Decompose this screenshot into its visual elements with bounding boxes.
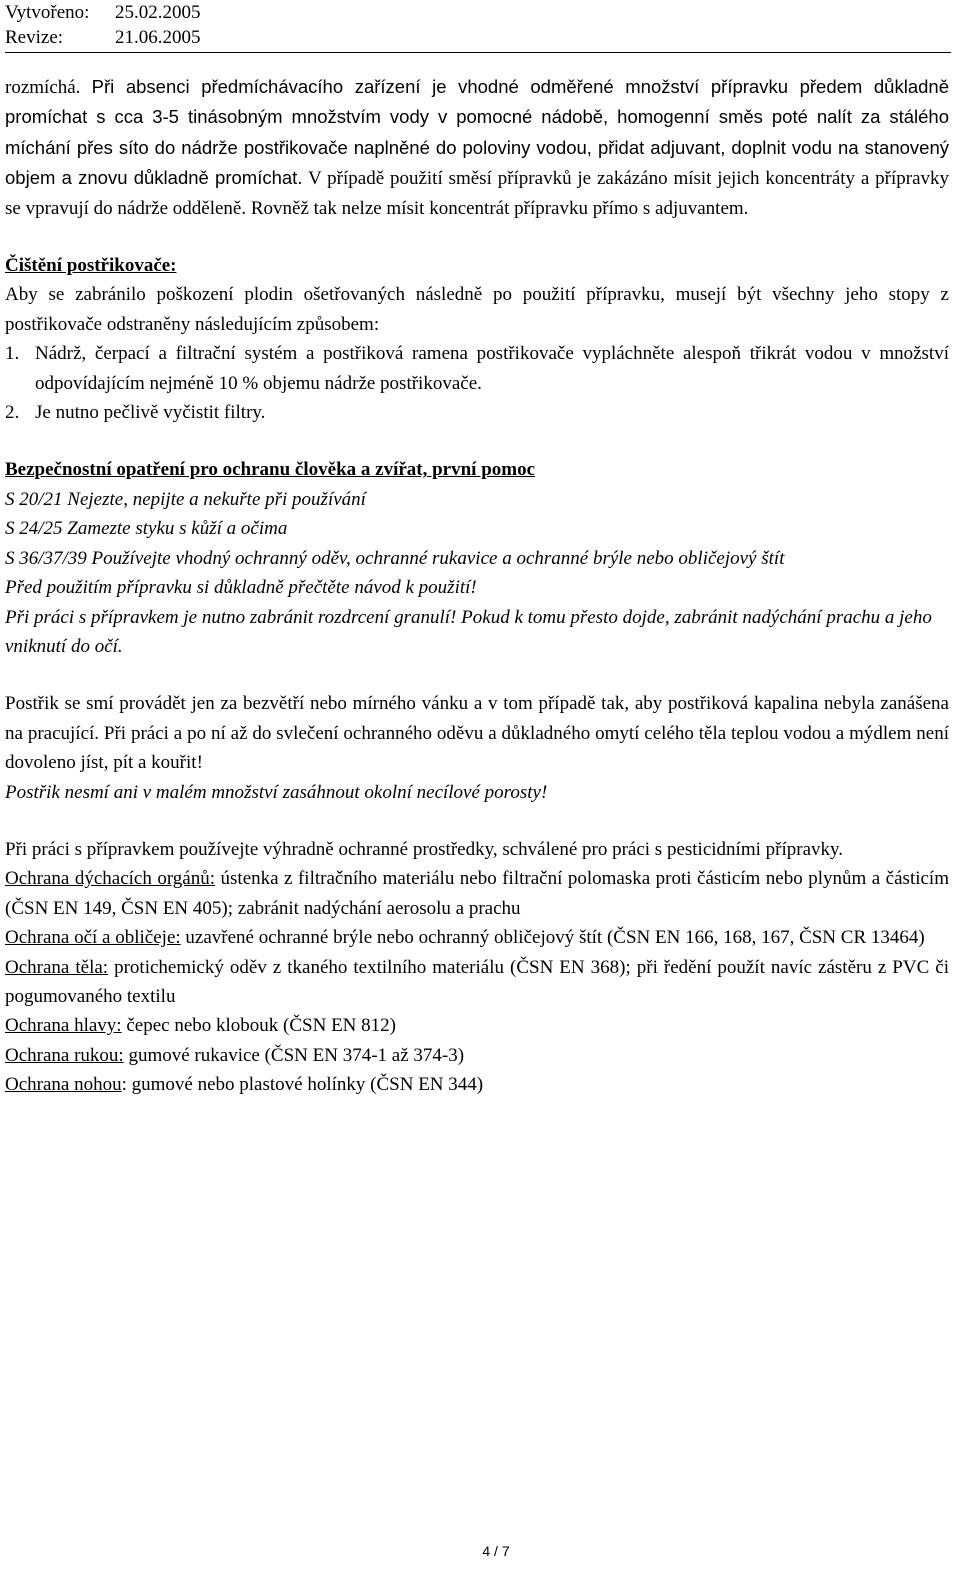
protection-item — [5, 864, 949, 923]
protection-item — [5, 1011, 949, 1040]
list-text: Je nutno pečlivě vyčistit filtry. — [35, 402, 266, 424]
list-number: 1. — [5, 343, 20, 365]
list-number: 2. — [5, 402, 20, 424]
protection-text: : gumové nebo plastové holínky (ČSN EN 344) — [121, 1074, 484, 1096]
protection-item — [5, 1041, 949, 1070]
protection-label: Ochrana těla: — [5, 956, 109, 978]
protection-label: Ochrana očí a obličeje: — [5, 927, 181, 949]
safety-s2-text: S 24/25 Zamezte styku s kůží a očima — [5, 518, 288, 540]
spacer — [5, 427, 949, 455]
protection-text: ústenka z filtračního materiálu nebo filtrační polomaska proti částicím nebo plynům a částicím (ČSN EN 149, ČSN EN 405); zabránit nadýchání aerosolu a prachu — [5, 868, 949, 919]
created-date: 25.02.2005 — [115, 2, 201, 23]
spraying-paragraph: Postřik se smí provádět jen za bezvětří nebo mírného vánku a v tom případě tak, aby postřiková kapalina nebyla zanášena na pracující. Při práci a po ní až do svlečení ochranného oděvu a důkladného omytí celého těla teplou vodou a mýdlem není dovoleno jíst, pít a kouřit! — [5, 693, 949, 774]
mixing-text-end: V případě použití směsí přípravků je zakázáno mísit jejich koncentráty a přípravky se vpravují do nádrže odděleně. Rovněž tak nelze mísit koncentrát přípravku přímo s adjuvantem. — [5, 168, 950, 219]
protection-item — [5, 953, 949, 1012]
protection-label: Ochrana dýchacích orgánů: — [5, 868, 216, 890]
safety-s1-text: S 20/21 Nejezte, nepijte a nekuřte při používání — [5, 488, 366, 510]
revision-row — [5, 25, 201, 50]
safety-s1 — [5, 485, 949, 514]
document-meta — [5, 0, 201, 50]
safety-s2 — [5, 514, 949, 543]
header-divider — [5, 52, 951, 53]
protection-text: uzavřené ochranné brýle nebo ochranný obličejový štít (ČSN EN 166, 168, 167, ČSN CR 13464) — [180, 927, 925, 949]
mixing-text-sans: Při absenci předmíchávacího zařízení je vhodné odměřené množství přípravku předem důkladně promíchat s cca 3-5 tinásobným množstvím vody v pomocné nádobě, homogenní směs poté nalít za stálého míchání přes síto do nádrže postřikovače naplněné do poloviny vodou, přidat adjuvant, doplnit vodu na stanovený objem a znovu důkladně promíchat. — [5, 76, 949, 189]
spraying-warning-text: Postřik nesmí ani v malém množství zasáhnout okolní necílové porosty! — [5, 781, 548, 803]
protection-label: Ochrana rukou: — [5, 1044, 124, 1066]
list-item — [5, 398, 949, 427]
spacer — [5, 223, 949, 251]
cleaning-heading: Čištění postřikovače: — [5, 255, 177, 277]
safety-s3 — [5, 544, 949, 573]
protection-label: Ochrana hlavy: — [5, 1015, 122, 1037]
spacer — [5, 661, 949, 689]
list-item — [5, 339, 949, 398]
protection-text: čepec nebo klobouk (ČSN EN 812) — [121, 1015, 396, 1037]
document-body — [5, 72, 949, 1100]
page-number: 4 / 7 — [482, 1543, 510, 1559]
protection-text: protichemický oděv z tkaného textilního materiálu (ČSN EN 368); při ředění použít navíc zástěru z PVC či pogumovaného textilu — [5, 956, 949, 1007]
safety-s5b-text: Pokud k tomu přesto dojde, zabránit nadýchání prachu a jeho vniknutí do očí. — [5, 606, 932, 657]
safety-s3-text: S 36/37/39 Používejte vhodný ochranný oděv, ochranné rukavice a ochranné brýle nebo obličejový štít — [5, 547, 785, 569]
mixing-paragraph — [5, 72, 949, 223]
cleaning-intro: Aby se zabránilo poškození plodin ošetřovaných následně po použití přípravku, musejí být všechny jeho stopy z postřikovače odstraněny následujícím způsobem: — [5, 284, 949, 335]
protection-item — [5, 1070, 949, 1099]
protection-text: gumové rukavice (ČSN EN 374-1 až 374-3) — [123, 1044, 465, 1066]
created-label: Vytvořeno: — [5, 2, 90, 23]
revision-date: 21.06.2005 — [115, 27, 201, 48]
created-row — [5, 0, 201, 25]
safety-s5 — [5, 603, 949, 662]
spacer — [5, 807, 949, 835]
safety-heading: Bezpečnostní opatření pro ochranu člověka a zvířat, první pomoc — [5, 459, 536, 481]
protection-intro: Při práci s přípravkem používejte výhradně ochranné prostředky, schválené pro práci s pesticidními přípravky. — [5, 838, 844, 860]
safety-s4 — [5, 573, 949, 602]
protection-label: Ochrana nohou — [5, 1074, 122, 1096]
list-text: Nádrž, čerpací a filtrační systém a postřiková ramena postřikovače vypláchněte alespoň třikrát vodou v množství odpovídajícím nejméně 10 % objemu nádrže postřikovače. — [35, 343, 949, 394]
revision-label: Revize: — [5, 27, 64, 48]
safety-s4-text: Před použitím přípravku si důkladně přečtěte návod k použití! — [5, 577, 477, 599]
mixing-text-start: rozmíchá. — [5, 77, 92, 98]
protection-item — [5, 923, 949, 952]
safety-s5a-text: Při práci s přípravkem je nutno zabránit rozdrcení granulí! — [5, 606, 457, 628]
spraying-warning — [5, 778, 949, 807]
